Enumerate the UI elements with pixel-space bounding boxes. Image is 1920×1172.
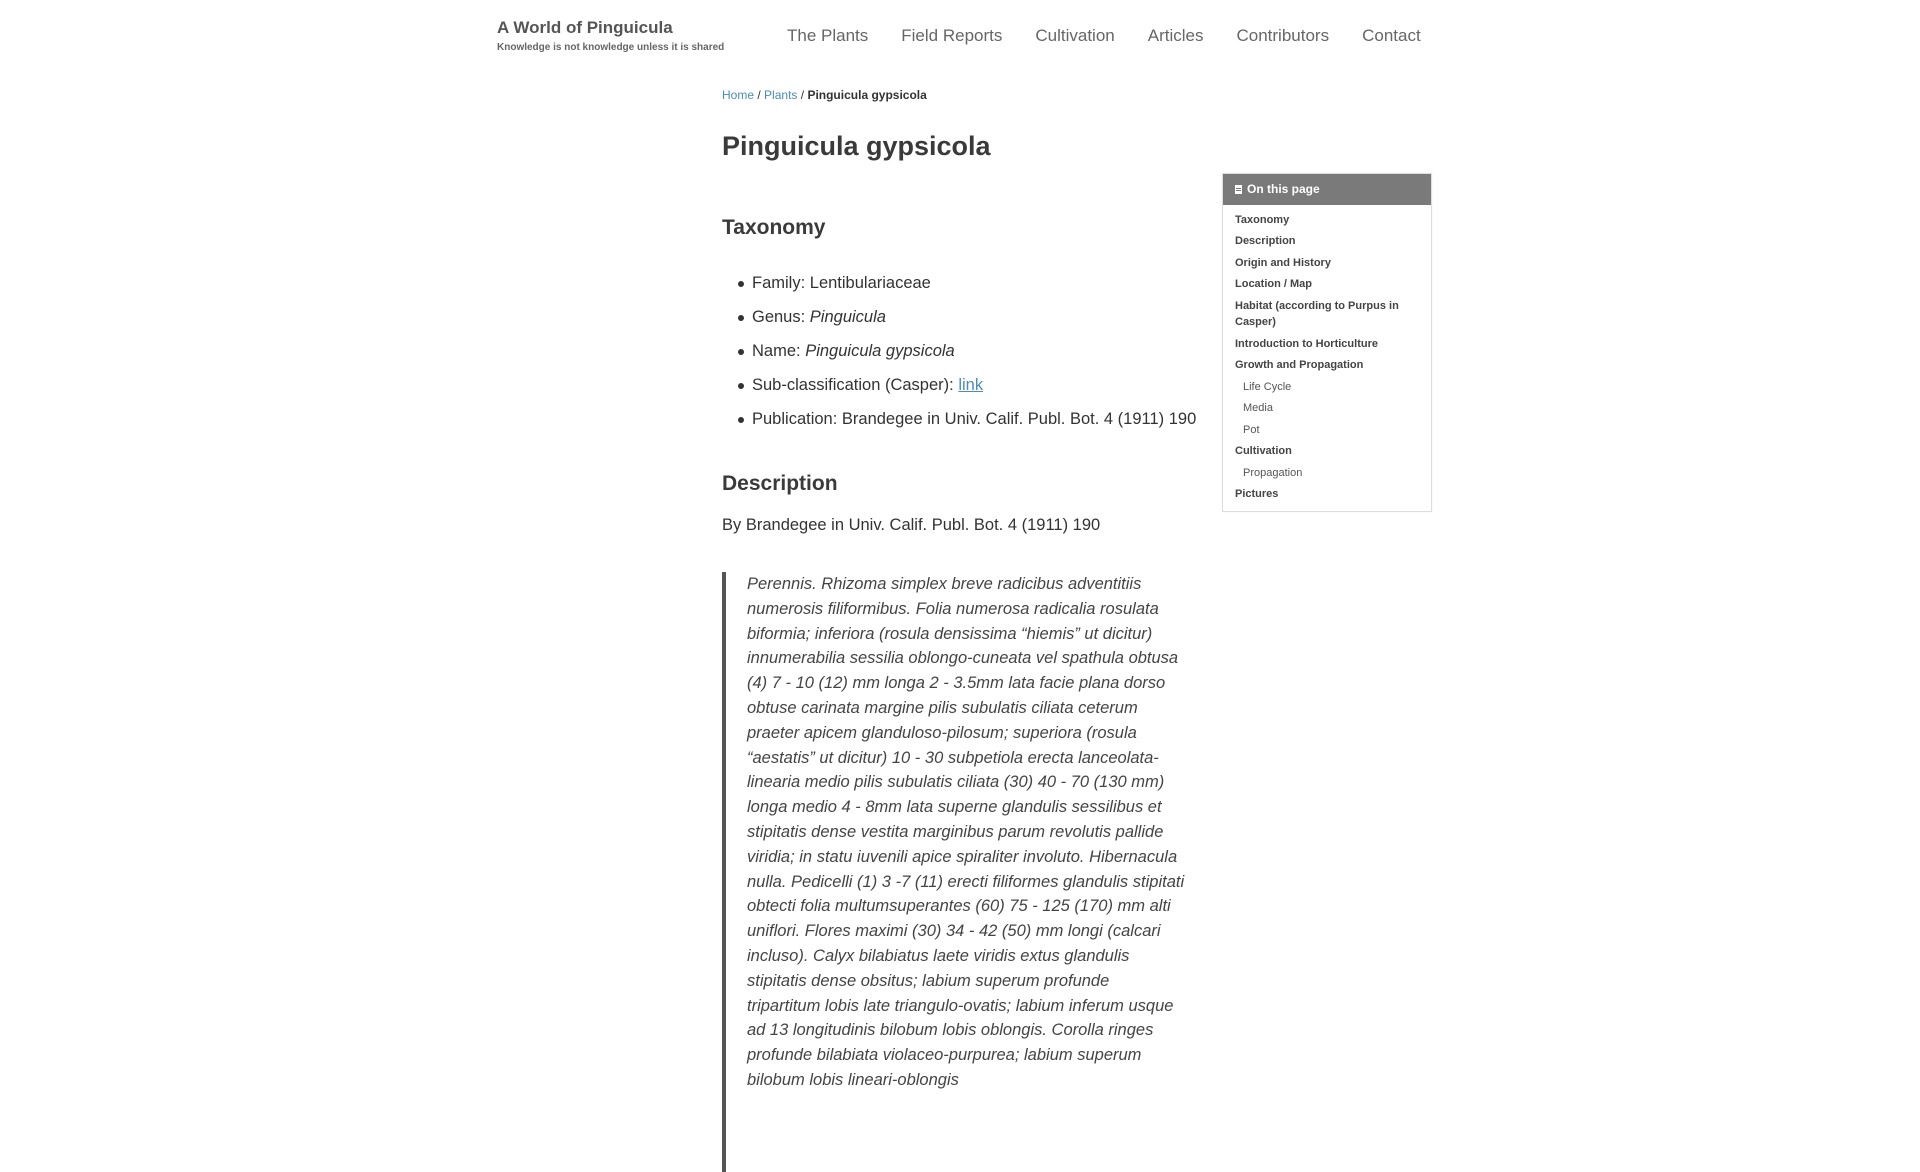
taxonomy-subclassification — [752, 368, 1272, 402]
toc-item-propagation — [1223, 462, 1431, 484]
toc-link[interactable]: Pictures — [1235, 488, 1279, 500]
family-label: Family: — [752, 274, 806, 292]
toc-link[interactable]: Cultivation — [1235, 445, 1292, 457]
toc-item-growth-propagation — [1223, 355, 1431, 377]
breadcrumb-home[interactable]: Home — [722, 88, 755, 102]
taxonomy-genus — [752, 300, 1272, 334]
nav-item-contributors[interactable]: Contributors — [1236, 26, 1330, 45]
name-label: Name: — [752, 342, 801, 360]
toc-item-cultivation — [1223, 441, 1431, 463]
taxonomy-list — [722, 266, 1272, 436]
publication-label: Publication: — [752, 410, 838, 428]
main-nav — [787, 26, 1421, 46]
description-heading: Description — [722, 472, 838, 495]
breadcrumb-separator: / — [757, 88, 761, 102]
toc-link[interactable]: Habitat (according to Purpus in Casper) — [1235, 299, 1399, 328]
latin-description-quote: Perennis. Rhizoma simplex breve radicibus adventitiis numerosis filiformibus. Folia numerosa radicalia rosulata biformia; inferiora (rosula densissima “hiemis” ut dicitur) innumerabilia sessilia oblongo-cuneata vel spathula obtusa (4) 7 - 10 (12) mm longa 2 - 3.5mm lata facie plana dorso obtuse carinata margine pilis subulatis ciliata ceterum praeter apicem glanduloso-pilosum; superiora (rosula “aestatis” ut dicitur) 10 - 30 subpetiola erecta lanceolata-linearia medio pilis subulatis ciliata (30) 40 - 70 (130 mm) longa medio 4 - 8mm lata superne glandulis sessilibus et stipitatis dense vestita marginibus parum revolutis pallide viridia; in statu iuvenili apice spiraliter involuto. Hibernacula nulla. Pedicelli (1) 3 -7 (11) erecti filiformes glandulis stipitati obtecti folia multumsuperantes (60) 75 - 125 (170) mm alti uniflori. Flores maximi (30) 34 - 42 (50) mm longi (calcari incluso). Calyx bilabiatus laete viridis extus glandulis stipitatis dense obsitus; labium superum profunde tripartitum lobis late triangulo-ovatis; labium inferum usque ad 13 longitudinis bilobum lobis oblongis. Corolla ringes profunde bilabiata violaceo-purpurea; labium superum bilobum lobis lineari-oblongis — [722, 572, 1187, 1172]
toc-item-origin-history — [1223, 252, 1431, 274]
site-header — [0, 0, 1920, 70]
breadcrumb — [722, 86, 1202, 104]
publication-value: Brandegee in Univ. Calif. Publ. Bot. 4 (1911) 190 — [841, 410, 1197, 428]
toc-link[interactable]: Growth and Propagation — [1235, 359, 1364, 371]
description-intro: By Brandegee in Univ. Calif. Publ. Bot. 4 (1911) 190 — [722, 516, 1101, 534]
subclassification-link[interactable]: link — [958, 376, 984, 394]
toc-header-label: On this page — [1247, 182, 1320, 196]
name-value: Pinguicula gypsicola — [805, 342, 955, 360]
toc-item-description — [1223, 231, 1431, 253]
toc-item-media — [1223, 398, 1431, 420]
breadcrumb-current: Pinguicula gypsicola — [807, 88, 927, 102]
toc-link[interactable]: Taxonomy — [1235, 213, 1290, 226]
table-of-contents — [1222, 173, 1432, 512]
genus-label: Genus: — [752, 308, 806, 326]
toc-header — [1223, 174, 1431, 205]
toc-link[interactable]: Introduction to Horticulture — [1235, 337, 1378, 350]
brand — [497, 17, 724, 53]
nav-item-the-plants[interactable]: The Plants — [787, 26, 869, 45]
taxonomy-publication — [752, 402, 1272, 436]
toc-link[interactable]: Description — [1235, 235, 1296, 247]
nav-item-contact[interactable]: Contact — [1362, 26, 1421, 45]
main-content — [722, 86, 1202, 1089]
toc-link[interactable]: Pot — [1243, 423, 1260, 436]
genus-value: Pinguicula — [809, 308, 886, 326]
nav-item-field-reports[interactable]: Field Reports — [901, 26, 1003, 45]
subclassification-label: Sub-classification (Casper): — [752, 376, 954, 394]
site-title-link[interactable]: A World of Pinguicula — [497, 18, 673, 37]
toc-item-habitat — [1223, 295, 1431, 333]
toc-link[interactable]: Propagation — [1243, 466, 1303, 479]
toc-item-location-map — [1223, 274, 1431, 296]
breadcrumb-plants[interactable]: Plants — [764, 88, 798, 102]
nav-item-cultivation[interactable]: Cultivation — [1035, 26, 1115, 45]
toc-item-pot — [1223, 419, 1431, 441]
toc-link[interactable]: Origin and History — [1235, 256, 1331, 269]
taxonomy-heading: Taxonomy — [722, 216, 826, 239]
toc-link[interactable]: Life Cycle — [1243, 380, 1292, 393]
toc-link[interactable]: Media — [1243, 402, 1273, 414]
site-tagline: Knowledge is not knowledge unless it is shared — [497, 42, 725, 53]
toc-item-pictures — [1223, 484, 1431, 506]
toc-item-taxonomy — [1223, 209, 1431, 231]
nav-item-articles[interactable]: Articles — [1147, 26, 1204, 45]
family-value: Lentibulariaceae — [809, 274, 931, 292]
breadcrumb-separator: / — [800, 88, 805, 102]
toc-item-introduction-horticulture — [1223, 333, 1431, 355]
toc-item-life-cycle — [1223, 376, 1431, 398]
toc-list — [1223, 205, 1431, 511]
taxonomy-name — [752, 334, 1272, 368]
taxonomy-family — [752, 266, 1272, 300]
toc-link[interactable]: Location / Map — [1235, 278, 1312, 290]
page-title: Pinguicula gypsicola — [722, 131, 991, 161]
document-icon — [1235, 185, 1242, 194]
